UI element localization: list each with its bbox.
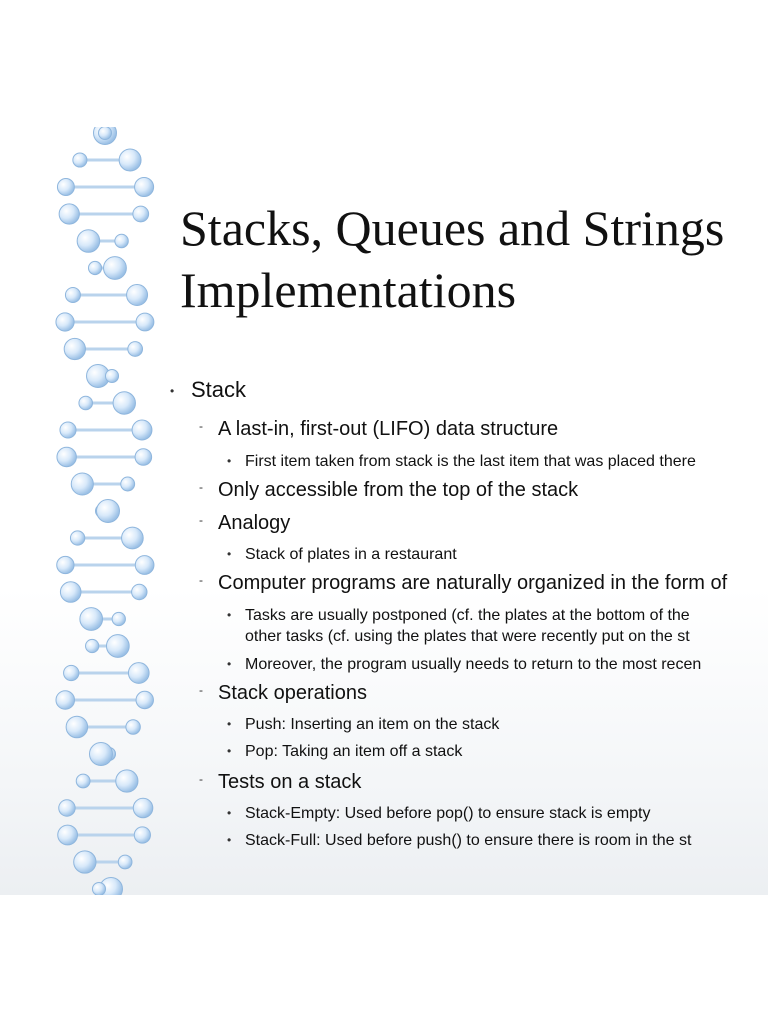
title-line-1: Stacks, Queues and Strings	[180, 200, 725, 256]
bullet-push: Push: Inserting an item on the stack	[245, 716, 500, 733]
bullet-pop: Pop: Taking an item off a stack	[245, 743, 463, 760]
bullet-icon: -	[199, 419, 203, 433]
bullet-icon: -	[199, 480, 203, 494]
bullet-operations: Stack operations	[218, 682, 367, 704]
bullet-icon: •	[227, 744, 232, 758]
bullet-icon: •	[227, 657, 232, 671]
bullet-full: Stack-Full: Used before push() to ensure there is room in the st	[245, 832, 692, 849]
bullet-icon: •	[227, 806, 232, 820]
bullet-icon: •	[227, 833, 232, 847]
bullet-icon: -	[199, 513, 203, 527]
bullet-icon: •	[227, 608, 232, 622]
bullet-tasks-line-1: Tasks are usually postponed (cf. the plates at the bottom of the	[245, 607, 690, 624]
bullet-programs: Computer programs are naturally organized in the form of	[218, 572, 728, 594]
bullet-lifo: A last-in, first-out (LIFO) data structure	[218, 418, 559, 440]
bullet-stack: Stack	[191, 377, 247, 402]
bullet-icon: •	[227, 547, 232, 561]
bullet-analogy-sub: Stack of plates in a restaurant	[245, 546, 457, 563]
bullet-icon: -	[199, 683, 203, 697]
bullet-icon: •	[170, 384, 175, 398]
bullet-analogy: Analogy	[218, 512, 291, 534]
bullet-top-access: Only accessible from the top of the stack	[218, 479, 579, 501]
bullet-icon: -	[199, 573, 203, 587]
bullet-empty: Stack-Empty: Used before pop() to ensure stack is empty	[245, 805, 651, 822]
bullet-tasks-line-2: other tasks (cf. using the plates that were recently put on the st	[245, 628, 690, 645]
bullet-moreover: Moreover, the program usually needs to return to the most recen	[245, 656, 702, 673]
bullet-lifo-sub: First item taken from stack is the last item that was placed there	[245, 453, 696, 470]
bullet-icon: •	[227, 454, 232, 468]
slide	[0, 127, 768, 895]
title-line-2: Implementations	[180, 262, 517, 318]
bullet-icon: -	[199, 772, 203, 786]
slide-body	[0, 127, 768, 895]
bullet-tests: Tests on a stack	[218, 771, 362, 793]
bullet-icon: •	[227, 717, 232, 731]
